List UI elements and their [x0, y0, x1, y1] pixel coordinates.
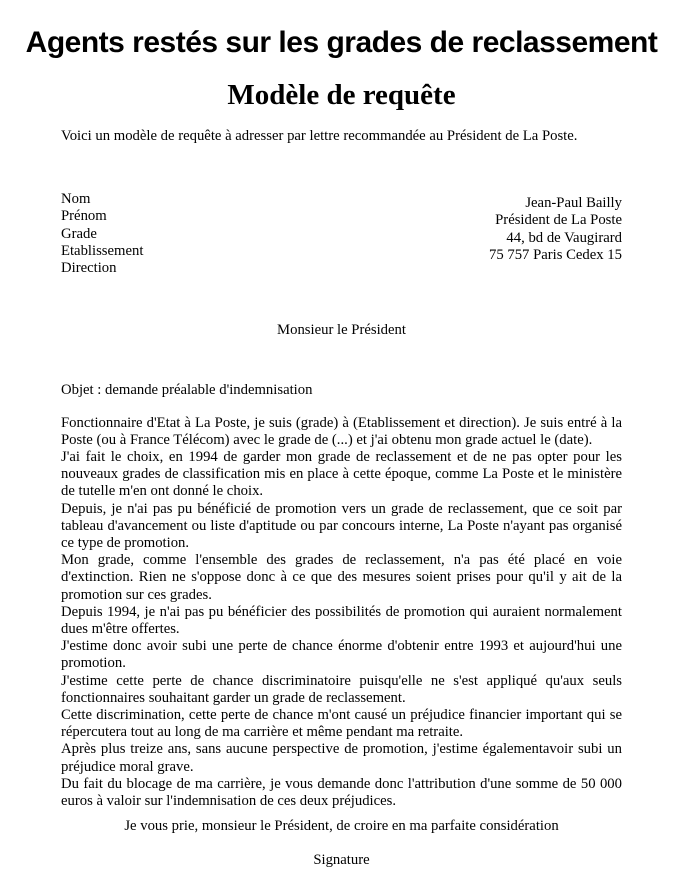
sender-fields — [61, 191, 143, 277]
body-paragraph: J'ai fait le choix, en 1994 de garder mon grade de reclassement et de ne pas opter pour les nouveaux grades de classification mis en place à cette époque, comme La Poste et le ministère de tutelle m'en ont donné le choix. — [61, 449, 622, 500]
body-paragraph: Depuis, je n'ai pas pu bénéficié de promotion vers un grade de reclassement, que ce soit par tableau d'avancement ou liste d'aptitude ou par concours interne, La Poste n'ayant pas organisé ce type de promotion. — [61, 500, 622, 552]
intro-text: Voici un modèle de requête à adresser par lettre recommandée au Président de La Poste. — [61, 128, 578, 144]
sender-field-grade: Grade — [61, 225, 97, 242]
body-paragraph: Mon grade, comme l'ensemble des grades de reclassement, n'a pas été placé en voie d'extinction. Rien ne s'oppose donc à ce que des mesures soient prises pour qu'il y ait de la promotion sur ces grades. — [61, 552, 622, 603]
letter-title: Modèle de requête — [227, 79, 456, 111]
sender-field-etablissement: Etablissement — [61, 242, 144, 259]
letter-body — [61, 415, 622, 811]
body-paragraph: Depuis 1994, je n'ai pas pu bénéficier des possibilités de promotion qui auraient normalement dues m'être offertes. — [61, 603, 622, 638]
recipient-name: Jean-Paul Bailly — [525, 195, 622, 212]
body-paragraph: Fonctionnaire d'Etat à La Poste, je suis (grade) à (Etablissement et direction). Je suis entré à la Poste (ou à France Télécom) avec le grade de (...) et j'ai obtenu mon grade actuel le (date). — [61, 414, 622, 448]
recipient-street: 44, bd de Vaugirard — [506, 229, 622, 246]
recipient-city: 75 757 Paris Cedex 15 — [489, 246, 622, 263]
closing-line: Je vous prie, monsieur le Président, de croire en ma parfaite considération — [124, 818, 559, 835]
salutation: Monsieur le Président — [277, 322, 406, 339]
body-paragraph: J'estime cette perte de chance discriminatoire puisqu'elle ne s'est appliqué qu'aux seuls fonctionnaires souhaitant garder un grade de reclassement. — [61, 672, 622, 706]
sender-field-direction: Direction — [61, 260, 117, 277]
body-paragraph: Du fait du blocage de ma carrière, je vous demande donc l'attribution d'une somme de 50 000 euros à valoir sur l'indemnisation de ces deux préjudices. — [61, 775, 622, 810]
sender-field-prenom: Prénom — [61, 208, 107, 225]
recipient-address — [489, 191, 622, 264]
subject-line: Objet : demande préalable d'indemnisation — [61, 382, 313, 399]
body-paragraph: Après plus treize ans, sans aucune perspective de promotion, j'estime égalementavoir subi un préjudice moral grave. — [61, 741, 622, 775]
body-paragraph: Cette discrimination, cette perte de chance m'ont causé un préjudice financier important qui se répercutera tout au long de ma carrière et même pendant ma retraite. — [61, 707, 622, 741]
sender-field-nom: Nom — [61, 191, 91, 208]
page-title: Agents restés sur les grades de reclassement — [25, 26, 658, 59]
recipient-title: Président de La Poste — [495, 212, 622, 229]
address-block — [61, 191, 622, 277]
signature-label: Signature — [313, 851, 370, 868]
body-paragraph: J'estime donc avoir subi une perte de chance énorme d'obtenir entre 1993 et aujourd'hui une promotion. — [61, 638, 622, 672]
letter-page — [0, 128, 683, 869]
